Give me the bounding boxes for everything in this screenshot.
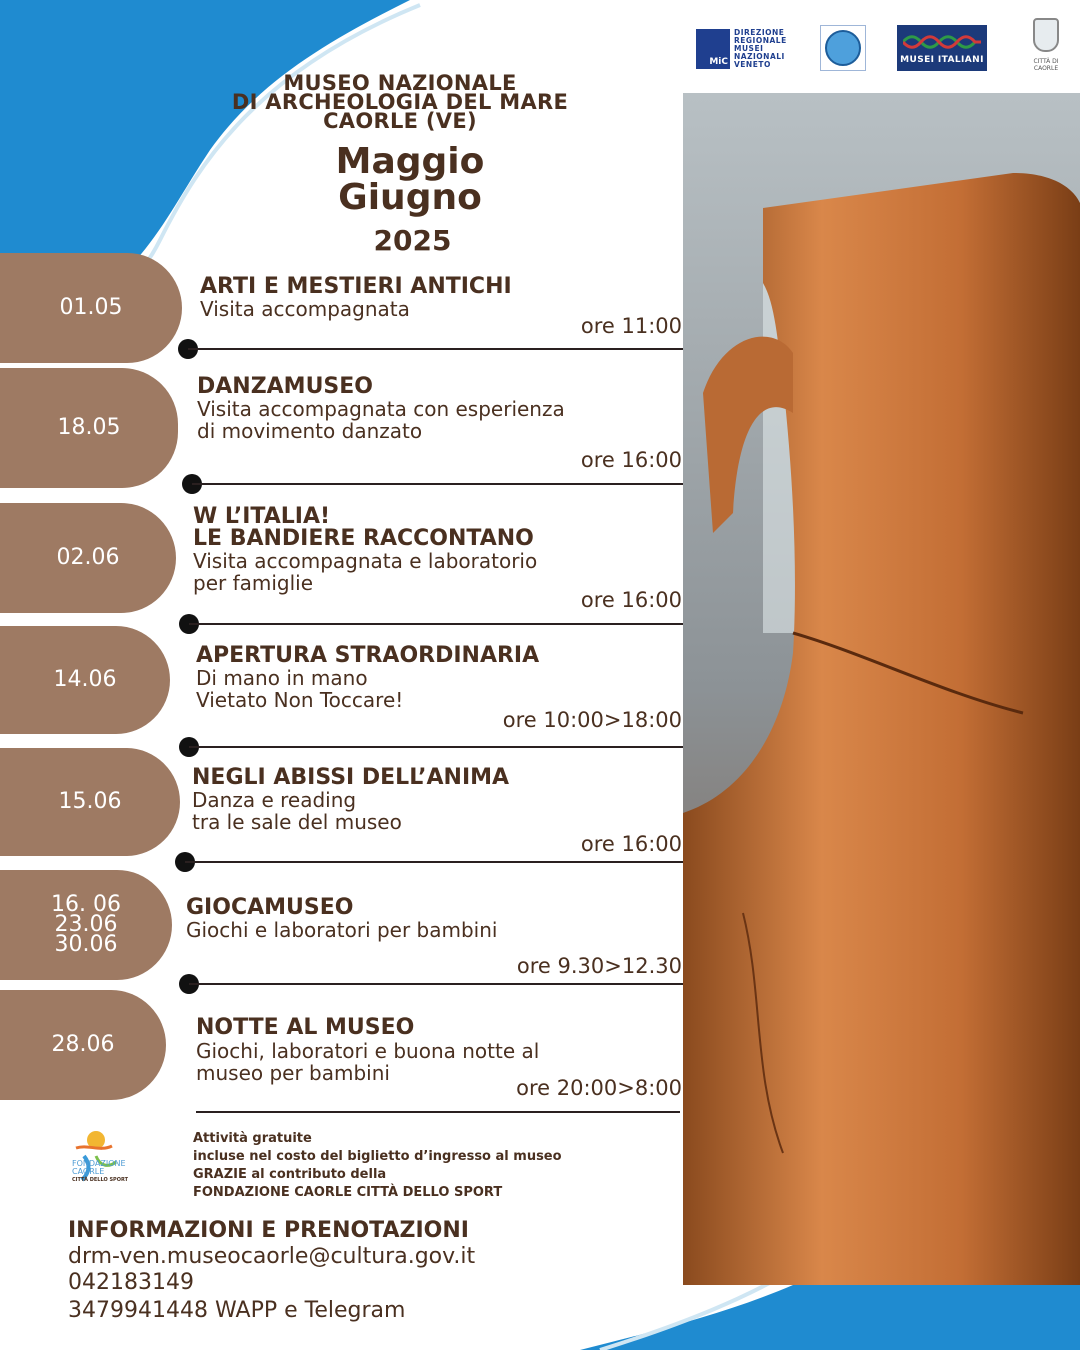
timeline-line [189,623,683,625]
note-line: Attività gratuite [193,1131,312,1146]
event-time: ore 9.30>12.30 [516,954,682,978]
free-activities-notes [193,1130,562,1202]
event-date-pill: 18.05 [0,368,178,488]
event-date-pill: 02.06 [0,503,176,613]
event-date-pill: 01.05 [0,253,182,363]
note-line: incluse nel costo del biglietto d’ingresso al museo [193,1149,562,1164]
event-description: Visita accompagnata [200,297,410,321]
event-description: Danza e reading tra le sale del museo [192,788,402,834]
event-description: Visita accompagnata e laboratorio per famiglie [193,549,538,595]
waves-icon [903,33,981,51]
event-title: GIOCAMUSEO [186,895,354,920]
fondazione-logo-text: FONDAZIONE CAORLE CITTÀ DELLO SPORT [72,1159,128,1183]
info-mobile[interactable]: 3479941448 WAPP e Telegram [68,1298,406,1323]
seal-icon [825,30,861,66]
event-description: Giochi e laboratori per bambini [186,918,498,942]
caorle-coat-of-arms-logo [1022,18,1070,80]
year-title: 2025 [373,224,452,257]
event-title: NOTTE AL MUSEO [196,1015,415,1040]
event-description: Giochi, laboratori e buona notte al museo per bambini [196,1039,540,1085]
mic-logo-mark: MiC [696,29,730,69]
event-description: Visita accompagnata con esperienza di movimento danzato [197,397,565,443]
timeline-line [188,348,683,350]
months-title [260,141,560,218]
event-title: ARTI E MESTIERI ANTICHI [200,274,512,299]
event-date-pill: 16. 06 23.06 30.06 [0,870,172,980]
musei-italiani-logo [897,25,987,71]
event-title: W L’ITALIA! LE BANDIERE RACCONTANO [193,504,534,551]
timeline-line [189,746,683,748]
info-phone[interactable]: 042183149 [68,1270,194,1295]
musei-italiani-label: MUSEI ITALIANI [900,55,984,65]
month-may: Maggio [335,141,485,182]
event-title: APERTURA STRAORDINARIA [196,643,540,668]
event-date-pill: 15.06 [0,748,180,856]
museum-title-line2: DI ARCHEOLOGIA DEL MARE [231,90,569,114]
month-june: Giugno [338,177,482,218]
note-line: FONDAZIONE CAORLE CITTÀ DELLO SPORT [193,1185,503,1200]
museum-title-line1: MUSEO NAZIONALE [283,71,517,95]
event-title: DANZAMUSEO [197,374,374,399]
amphora-photo [683,93,1080,1285]
info-email[interactable]: drm-ven.museocaorle@cultura.gov.it [68,1244,476,1269]
info-title: INFORMAZIONI E PRENOTAZIONI [68,1218,469,1243]
event-time: ore 16:00 [580,832,682,856]
event-title: NEGLI ABISSI DELL’ANIMA [192,765,510,790]
timeline-line [192,483,683,485]
event-date-pill: 28.06 [0,990,166,1100]
direzione-regionale-text: DIREZIONE REGIONALE MUSEI NAZIONALI VENETO [734,28,787,69]
event-time: ore 10:00>18:00 [502,708,682,732]
museum-title-line3: CAORLE (VE) [323,109,477,133]
city-label: CITTÀ DI CAORLE [1033,58,1059,72]
mic-logo [696,28,792,70]
event-time: ore 16:00 [580,588,682,612]
timeline-line [185,861,683,863]
note-line: GRAZIE al contributo della [193,1167,387,1182]
event-description: Di mano in mano Vietato Non Toccare! [196,666,404,712]
timeline-line [196,1111,680,1113]
museum-title [190,71,610,133]
event-time: ore 11:00 [580,314,682,338]
museo-nazionale-seal-logo [820,25,866,71]
shield-icon [1033,18,1059,52]
event-time: ore 20:00>8:00 [516,1076,682,1100]
event-date-pill: 14.06 [0,626,170,734]
event-time: ore 16:00 [580,448,682,472]
timeline-line [189,983,683,985]
